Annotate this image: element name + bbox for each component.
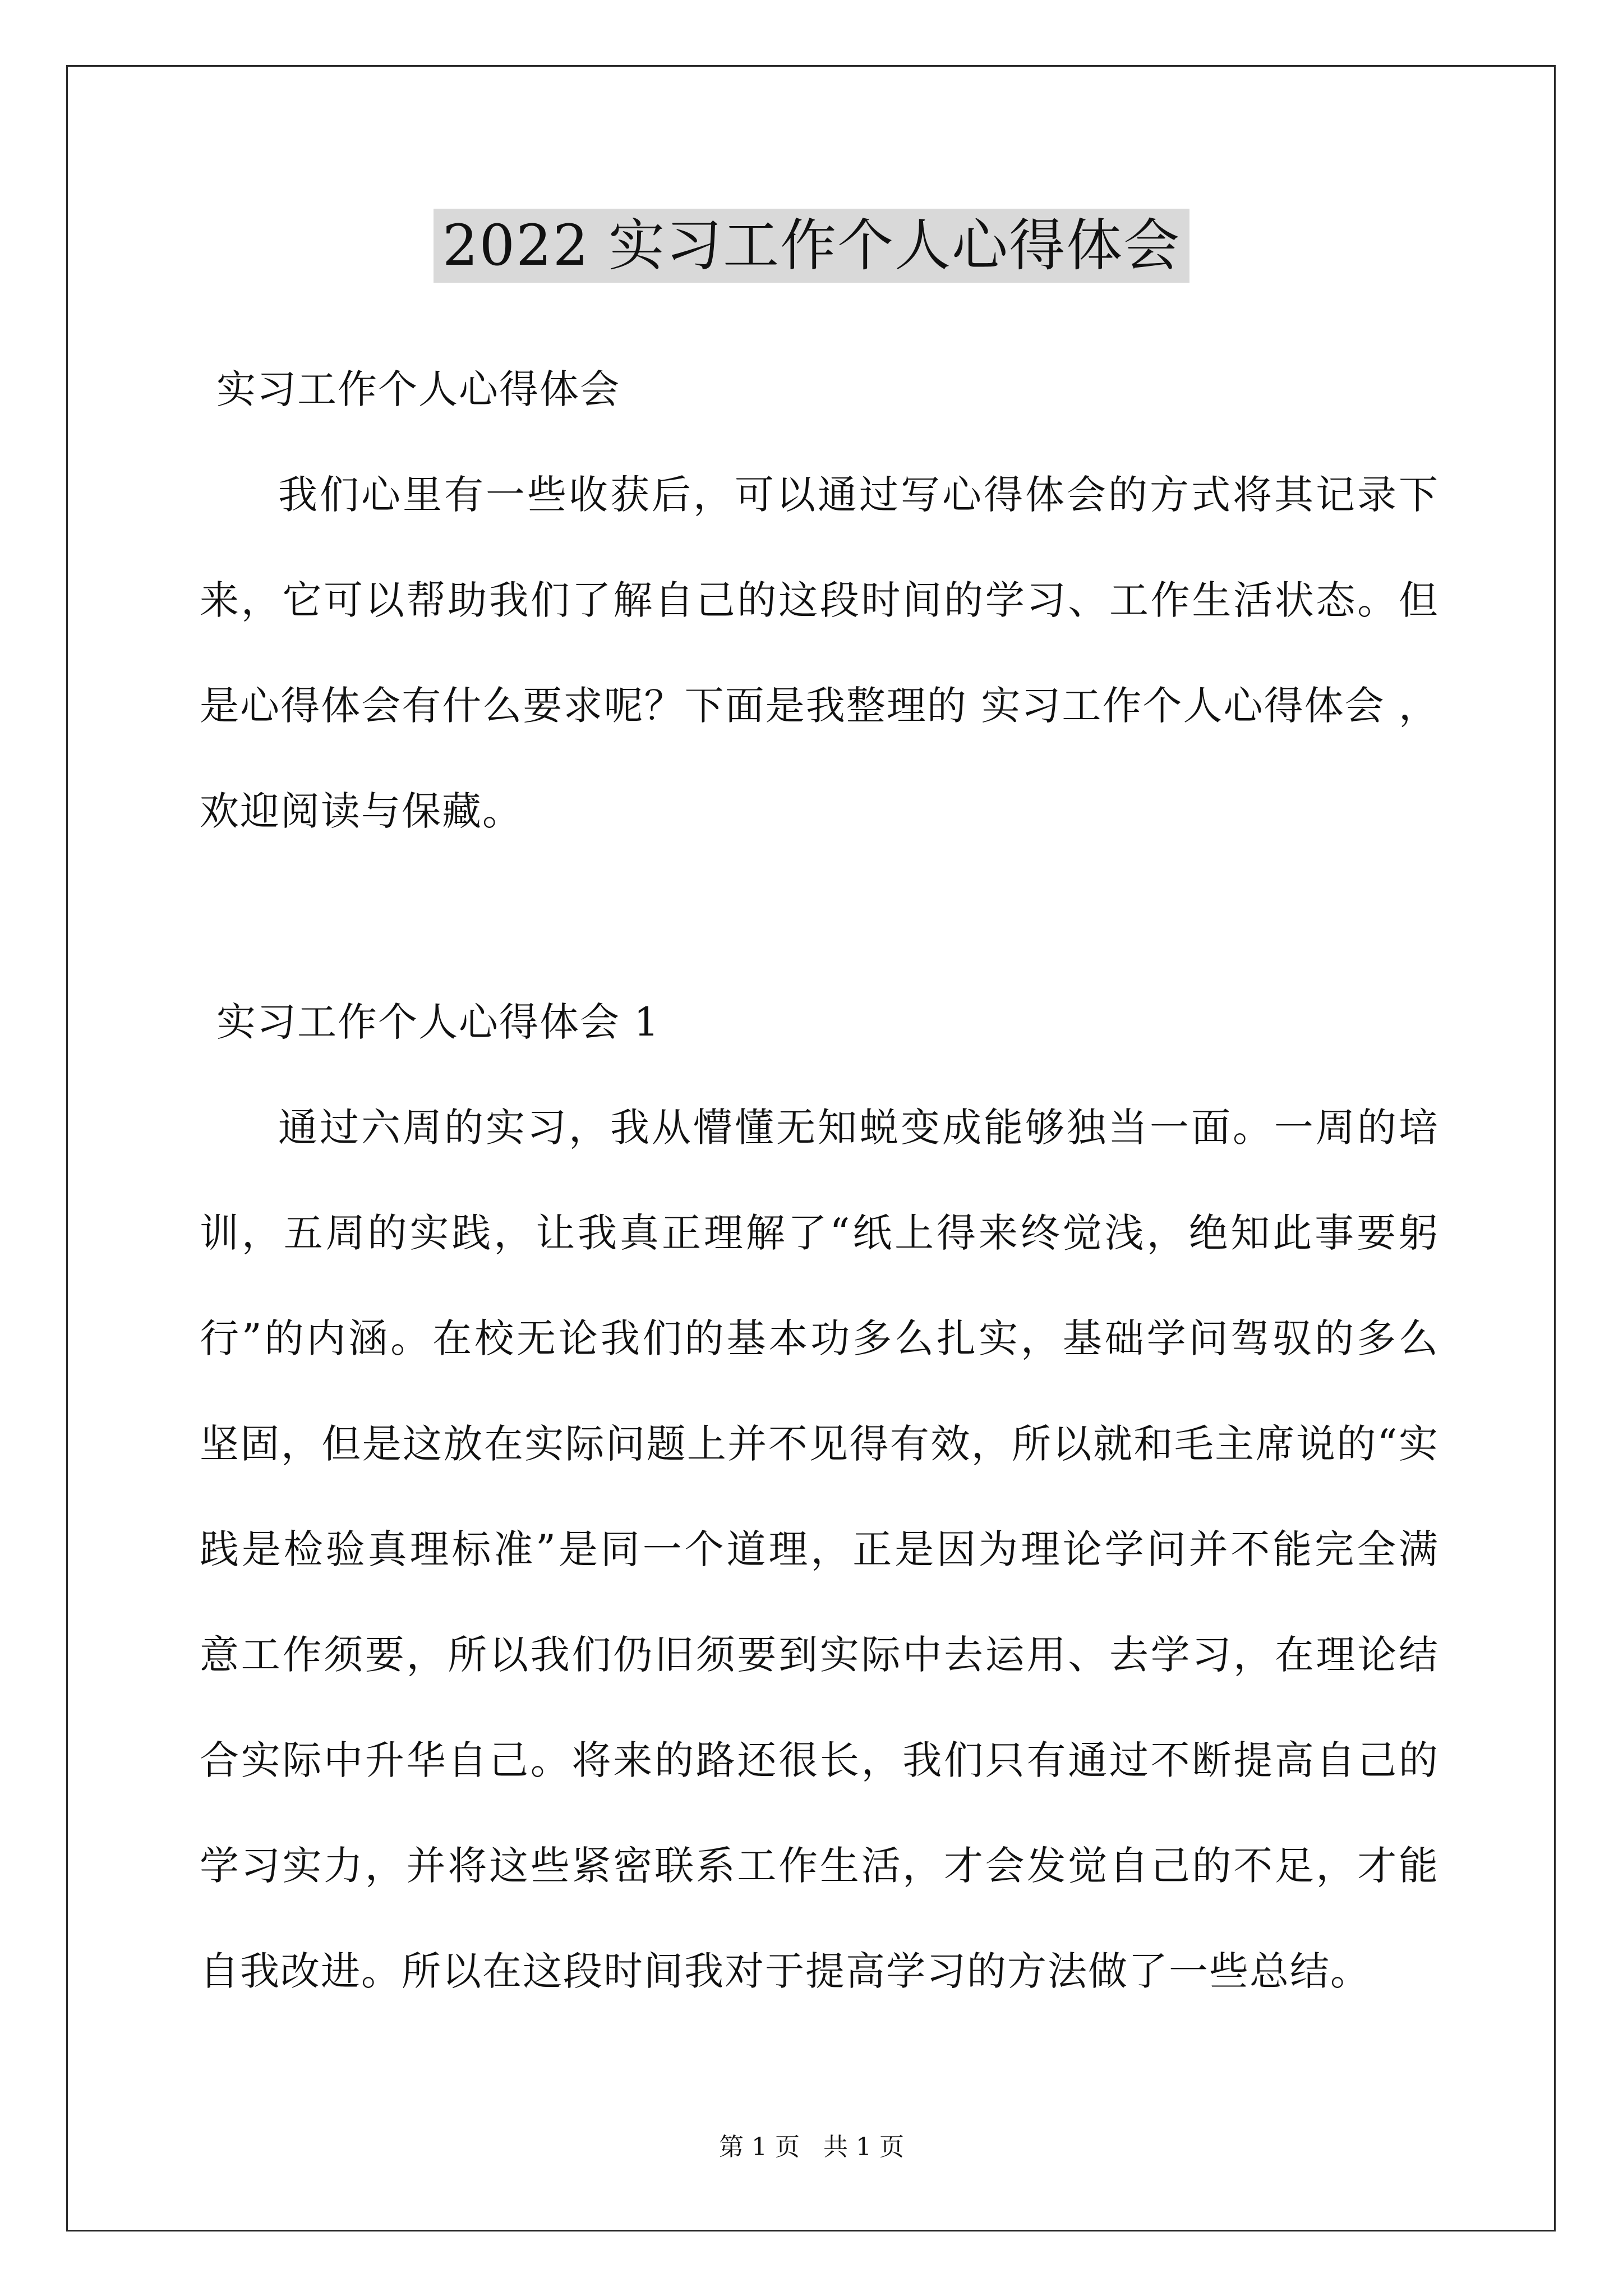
section-paragraph-line: 坚固，但是这放在实际问题上并不见得有效，所以就和毛主席说的“实 (200, 1421, 1439, 1467)
section-heading: 实习工作个人心得体会 1 (216, 999, 660, 1045)
intro-paragraph-line: 是心得体会有什么要求呢？下面是我整理的 实习工作个人心得体会 ， (200, 683, 1439, 729)
section-paragraph-line: 意工作须要，所以我们仍旧须要到实际中去运用、去学习，在理论结 (200, 1632, 1439, 1678)
section-paragraph-line: 行”的内涵。在校无论我们的基本功多么扎实，基础学问驾驭的多么 (200, 1315, 1439, 1361)
intro-paragraph-line: 欢迎阅读与保藏。 (200, 788, 523, 834)
section-paragraph-line: 合实际中升华自己。将来的路还很长，我们只有通过不断提高自己的 (200, 1737, 1439, 1783)
document-title: 2022 实习工作个人心得体会 (434, 209, 1189, 283)
paragraph-spacer (200, 864, 1439, 969)
page-total: 共 1 页 (823, 2133, 904, 2161)
intro-paragraph-line: 我们心里有一些收获后，可以通过写心得体会的方式将其记录下 (278, 472, 1439, 518)
title-container (0, 209, 1623, 283)
page-number: 第 1 页 (719, 2133, 800, 2161)
section-paragraph-line: 训，五周的实践，让我真正理解了“纸上得来终觉浅，绝知此事要躬 (200, 1210, 1439, 1256)
intro-heading: 实习工作个人心得体会 (216, 366, 620, 412)
document-body (200, 337, 1439, 2024)
intro-paragraph-line: 来，它可以帮助我们了解自己的这段时间的学习、工作生活状态。但 (200, 577, 1439, 623)
section-paragraph-line: 践是检验真理标准”是同一个道理，正是因为理论学问并不能完全满 (200, 1526, 1439, 1572)
section-paragraph-line: 学习实力，并将这些紧密联系工作生活，才会发觉自己的不足，才能 (200, 1843, 1439, 1889)
page-footer (0, 2131, 1623, 2164)
section-paragraph-line: 自我改进。所以在这段时间我对于提高学习的方法做了一些总结。 (200, 1948, 1371, 1994)
section-paragraph-line: 通过六周的实习，我从懵懂无知蜕变成能够独当一面。一周的培 (278, 1105, 1439, 1151)
